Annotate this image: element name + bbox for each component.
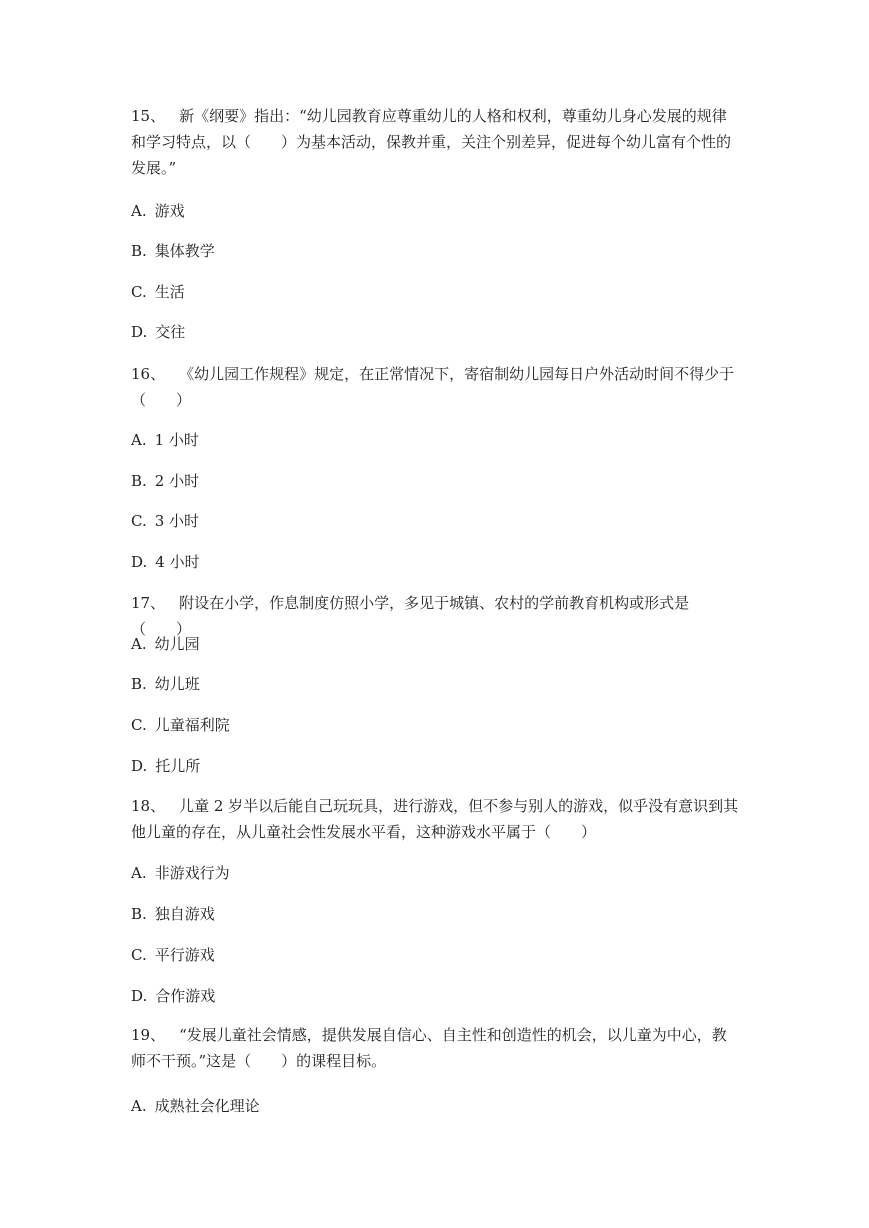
option-label: A. [131, 431, 147, 449]
question-17 [131, 590, 741, 642]
option-text: 生活 [154, 283, 185, 301]
option-label: C. [131, 512, 147, 530]
option-b [131, 904, 215, 924]
question-text: “发展儿童社会情感，提供发展自信心、自主性和创造性的机会，以儿童为中心，教师不干预。”这是（ ）的课程目标。 [131, 1026, 727, 1070]
option-c [131, 282, 185, 302]
option-c [131, 511, 199, 531]
option-text: 幼儿班 [154, 675, 200, 693]
option-label: A. [131, 635, 147, 653]
option-label: B. [131, 472, 147, 490]
option-label: A. [131, 1097, 147, 1115]
option-label: C. [131, 946, 147, 964]
question-16 [131, 361, 741, 413]
option-label: B. [131, 675, 147, 693]
question-text: 儿童 2 岁半以后能自己玩玩具，进行游戏，但不参与别人的游戏，似乎没有意识到其他儿童的存在，从儿童社会性发展水平看，这种游戏水平属于（ ） [131, 797, 739, 841]
option-label: C. [131, 283, 147, 301]
question-text: 新《纲要》指出：“幼儿园教育应尊重幼儿的人格和权利，尊重幼儿身心发展的规律和学习特点，以（ ）为基本活动，保教并重，关注个别差异，促进每个幼儿富有个性的发展。” [131, 107, 732, 177]
option-a [131, 1096, 260, 1116]
option-label: B. [131, 905, 147, 923]
option-text: 集体教学 [154, 242, 215, 260]
option-a [131, 201, 185, 221]
option-d [131, 322, 185, 342]
option-text: 平行游戏 [154, 946, 215, 964]
option-label: B. [131, 242, 147, 260]
option-b [131, 674, 200, 694]
option-text: 2 小时 [154, 472, 200, 490]
option-text: 4 小时 [155, 553, 200, 571]
option-a [131, 863, 230, 883]
option-b [131, 471, 199, 491]
option-label: D. [131, 757, 148, 775]
question-18 [131, 793, 741, 845]
option-label: D. [131, 553, 148, 571]
option-text: 托儿所 [155, 757, 201, 775]
option-c [131, 945, 215, 965]
question-number: 15、 [131, 107, 166, 125]
option-text: 成熟社会化理论 [154, 1097, 260, 1115]
question-number: 19、 [131, 1026, 166, 1044]
question-number: 18、 [131, 797, 166, 815]
option-d [131, 756, 200, 776]
option-label: C. [131, 716, 147, 734]
option-d [131, 986, 215, 1006]
option-text: 1 小时 [154, 431, 199, 449]
option-text: 3 小时 [154, 512, 200, 530]
question-number: 17、 [131, 594, 166, 612]
option-text: 合作游戏 [155, 987, 216, 1005]
option-label: A. [131, 202, 147, 220]
option-label: D. [131, 987, 148, 1005]
option-label: A. [131, 864, 147, 882]
question-text: 《幼儿园工作规程》规定，在正常情况下，寄宿制幼儿园每日户外活动时间不得少于（ ） [131, 365, 735, 409]
question-number: 16、 [131, 365, 166, 383]
question-15 [131, 103, 741, 181]
option-text: 非游戏行为 [154, 864, 230, 882]
question-19 [131, 1022, 741, 1074]
option-a [131, 634, 200, 654]
option-text: 幼儿园 [154, 635, 200, 653]
option-c [131, 715, 230, 735]
option-text: 独自游戏 [154, 905, 215, 923]
option-text: 儿童福利院 [154, 716, 230, 734]
option-label: D. [131, 323, 148, 341]
option-text: 交往 [155, 323, 186, 341]
question-text: 附设在小学，作息制度仿照小学，多见于城镇、农村的学前教育机构或形式是（ ） [131, 594, 690, 638]
option-a [131, 430, 199, 450]
option-d [131, 552, 200, 572]
option-b [131, 241, 215, 261]
option-text: 游戏 [154, 202, 185, 220]
